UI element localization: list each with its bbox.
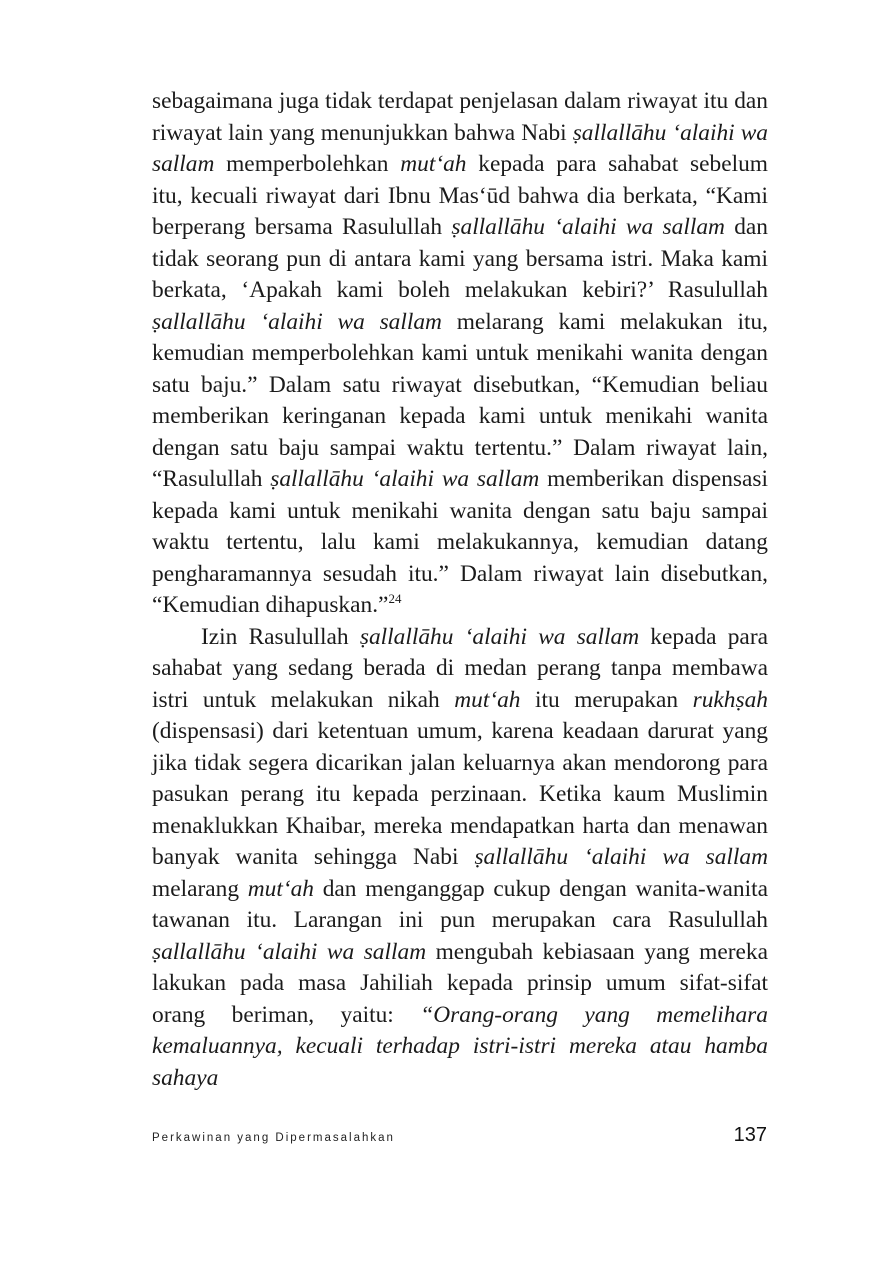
text-segment: melarang: [152, 875, 248, 902]
paragraph-2: [152, 622, 768, 1095]
text-segment: itu merupakan: [520, 686, 693, 713]
italic-text-segment: ṣallallāhu ‘alaihi wa sallam: [152, 938, 427, 965]
text-segment: memberikan dispensasi kepada kami untuk menikahi wanita dengan satu baju sampai waktu tertentu, lalu kami melakukannya, kemudian datang pengharamannya sesudah itu.” Dalam riwayat lain disebutkan, “Kemudian dihapuskan.”: [152, 466, 768, 618]
text-segment: kepada para sahabat yang sedang berada di medan perang tanpa membawa istri untuk melakukan nikah: [152, 623, 768, 713]
text-segment: melarang kami melakukan itu, kemudian memperbolehkan kami untuk menikahi wanita dengan satu baju.” Dalam satu riwayat disebutkan, “Kemudian beliau memberikan keringanan kepada kami untuk menikahi wanita dengan satu baju sampai waktu tertentu.” Dalam riwayat lain, “Rasulullah: [152, 308, 768, 492]
text-segment: kepada para sahabat sebelum itu, kecuali riwayat dari Ibnu Mas‘ūd bahwa dia berkata, “Kami berperang bersama Rasulullah: [152, 151, 768, 240]
running-footer-title: Perkawinan yang Dipermasalahkan: [152, 1132, 395, 1144]
italic-text-segment: ṣallallāhu ‘alaihi wa sallam: [451, 214, 725, 240]
text-segment: Izin Rasulullah: [201, 623, 360, 650]
text-segment: (dispensasi) dari ketentuan umum, karena keadaan darurat yang jika tidak segera dicarikan jalan keluarnya akan mendorong para pasukan perang itu kepada perzinaan. Ketika kaum Muslimin menaklukkan Khaibar, mereka mendapatkan harta dan menawan banyak wanita sehingga Nabi: [152, 718, 768, 870]
italic-text-segment: rukhṣah: [692, 686, 768, 713]
body-text: [152, 86, 768, 1094]
text-segment: memperbolehkan: [214, 151, 401, 177]
italic-text-segment: ṣallallāhu ‘alaihi wa sallam: [152, 308, 442, 335]
text-segment: sebagaimana juga tidak terdapat penjelasan dalam riwayat itu dan riwayat lain yang menunjukkan bahwa Nabi: [152, 88, 768, 146]
text-segment: dan menganggap cukup dengan wanita-wanita tawanan itu. Larangan ini pun merupakan cara Rasulullah: [152, 875, 769, 933]
paragraph-1: [152, 86, 768, 622]
italic-text-segment: mut‘ah: [400, 151, 467, 177]
italic-text-segment: mut‘ah: [247, 875, 315, 902]
text-segment: mengubah kebiasaan yang mereka lakukan pada masa Jahiliah kepada prinsip umum sifat-sifat orang beriman, yaitu:: [152, 938, 768, 1028]
italic-text-segment: ṣallallāhu ‘alaihi wa sallam: [474, 844, 769, 870]
italic-text-segment: ṣallallāhu ‘alaihi wa sallam: [359, 623, 640, 650]
footnote-reference: 24: [388, 591, 402, 607]
italic-text-segment: ṣallallāhu ‘alaihi wa sallam: [152, 119, 769, 177]
italic-text-segment: “Orang-orang yang memelihara kemaluannya, kecuali terhadap istri-istri mereka atau hamba sahaya: [152, 1001, 768, 1091]
text-segment: dan tidak seorang pun di antara kami yang bersama istri. Maka kami berkata, ‘Apakah kami boleh melakukan kebiri?’ Rasulullah: [152, 214, 768, 303]
italic-text-segment: mut‘ah: [454, 686, 521, 713]
page-number: 137: [733, 1124, 767, 1146]
italic-text-segment: ṣallallāhu ‘alaihi wa sallam: [270, 466, 540, 492]
